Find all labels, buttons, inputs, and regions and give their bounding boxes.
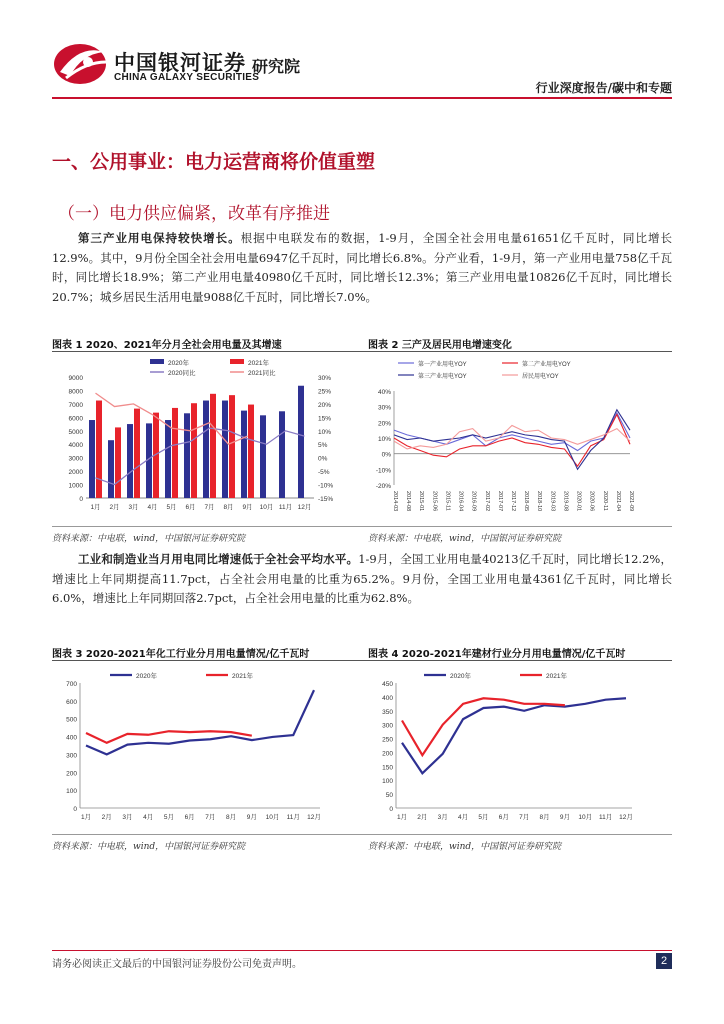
bar-2021 <box>172 408 178 498</box>
figure-4-title: 图表 4 2020-2021年建材行业分月用电量情况/亿千瓦时 <box>368 649 626 660</box>
bar-2020 <box>108 440 114 498</box>
figure-1-source: 资料来源：中电联，wind，中国银河证券研究院 <box>52 534 246 544</box>
x-tick-label: 2月 <box>417 814 428 821</box>
x-tick-label: 7月 <box>205 814 216 821</box>
x-tick-label: 1月 <box>80 814 92 821</box>
x-tick-label: 6月 <box>184 814 195 821</box>
bar-2020 <box>165 420 171 498</box>
x-tick-label: 2018-05 <box>523 491 530 512</box>
bar-2020 <box>184 413 190 498</box>
y-tick-label: 50 <box>385 792 393 800</box>
x-tick-label: 4月 <box>147 504 158 511</box>
legend-swatch <box>150 359 164 364</box>
legend-label: 2020同比 <box>168 370 196 377</box>
bar-2020 <box>127 424 133 498</box>
legend-label: 第三产业用电YOY <box>418 374 467 380</box>
y-right-tick-label: 0% <box>318 455 328 463</box>
y-tick-label: -10% <box>375 467 391 475</box>
bar-2020 <box>89 420 95 498</box>
x-tick-label: 2月 <box>101 814 112 821</box>
x-tick-label: 2020-06 <box>588 491 595 512</box>
y-right-tick-label: -10% <box>318 482 334 490</box>
x-tick-label: 7月 <box>519 814 530 821</box>
x-tick-label: 2017-12 <box>510 491 516 512</box>
y-tick-label: 20% <box>377 420 391 428</box>
x-tick-label: 2016-04 <box>457 491 464 512</box>
paragraph-2-body: 1-9月，全国工业用电量40213亿千瓦时，同比增长12.2%，增速比上年同期提高11.7pct，占全社会用电量的比重为65.2%。9月份，全国工业用电量4361亿千瓦时，同比增长6.0%，增速比上年同期回落2.7pct，占全社会用电量的比重为62.8%。 <box>52 552 673 605</box>
y-left-tick-label: 0 <box>79 496 83 503</box>
y-left-tick-label: 9000 <box>68 375 83 382</box>
y-tick-label: 300 <box>66 752 77 760</box>
y-tick-label: 450 <box>382 681 393 688</box>
x-tick-label: 6月 <box>185 504 196 511</box>
legend-label: 第二产业用电YOY <box>522 362 571 368</box>
y-right-tick-label: 5% <box>318 442 328 450</box>
brand-name-en: CHINA GALAXY SECURITIES <box>114 72 260 83</box>
x-tick-label: 9月 <box>246 814 257 821</box>
x-tick-label: 2014-08 <box>405 491 412 512</box>
x-tick-label: 11月 <box>278 504 293 511</box>
institute-label: 研究院 <box>252 57 301 76</box>
x-tick-label: 11月 <box>286 814 300 821</box>
x-tick-label: 6月 <box>498 814 509 821</box>
header <box>0 0 724 100</box>
x-tick-label: 5月 <box>478 814 489 821</box>
x-tick-label: 2019-03 <box>549 491 556 512</box>
figure-row-2-rule <box>52 660 672 661</box>
legend-label: 2021年 <box>546 673 567 680</box>
x-tick-label: 10月 <box>578 814 593 821</box>
bar-2021 <box>191 403 197 498</box>
figure-row-2-bottom-rule <box>52 834 672 835</box>
legend-label: 2021年 <box>248 360 269 367</box>
bar-2021 <box>210 394 216 498</box>
bar-2021 <box>248 405 254 498</box>
x-tick-label: 3月 <box>437 814 448 821</box>
y-tick-label: 150 <box>382 764 393 772</box>
x-tick-label: 1月 <box>396 814 408 821</box>
y-tick-label: 100 <box>66 788 77 796</box>
series-line <box>394 425 630 449</box>
paragraph-2-lead: 工业和制造业当月用电同比增速低于全社会平均水平。 <box>78 552 359 566</box>
x-tick-label: 12月 <box>297 504 312 511</box>
y-left-tick-label: 4000 <box>68 442 83 450</box>
y-tick-label: 0% <box>381 451 391 459</box>
y-left-tick-label: 7000 <box>68 401 83 409</box>
x-tick-label: 11月 <box>599 814 613 821</box>
bar-2021 <box>96 401 102 498</box>
x-tick-label: 2020-01 <box>575 491 582 512</box>
bar-2020 <box>203 401 209 498</box>
footer-disclaimer: 请务必阅读正文最后的中国银河证券股份公司免责声明。 <box>52 959 302 970</box>
y-left-tick-label: 2000 <box>68 469 83 477</box>
y-right-tick-label: 30% <box>318 375 332 382</box>
x-tick-label: 2015-11 <box>444 491 451 511</box>
y-right-tick-label: -5% <box>318 469 330 477</box>
y-tick-label: -20% <box>375 483 391 490</box>
galaxy-logo-icon <box>52 42 110 86</box>
bar-2020 <box>241 411 247 498</box>
x-tick-label: 2021-09 <box>628 491 634 512</box>
y-tick-label: 400 <box>66 734 77 742</box>
x-tick-label: 2018-10 <box>536 491 543 512</box>
y-right-tick-label: -15% <box>318 496 334 503</box>
x-tick-label: 4月 <box>143 814 154 821</box>
paragraph-1-body: 根据中电联发布的数据，1-9月，全国全社会用电量61651亿千瓦时，同比增长12.9%。其中，9月份全国全社会用电量6947亿千瓦时，同比增长6.8%。分产业看，1-9月，第一产业用电量758亿千瓦时，同比增长18.9%；第二产业用电量40980亿千瓦时，同比增长12.3%；第三产业用电量10826亿千瓦时，同比增长20.7%；城乡居民生活用电量9088亿千瓦时，同比增长7.0%。 <box>52 231 672 304</box>
x-tick-label: 8月 <box>223 504 234 511</box>
y-tick-label: 10% <box>377 436 391 443</box>
figure-3-source: 资料来源：中电联，wind，中国银河证券研究院 <box>52 842 246 852</box>
chart-monthly-consumption <box>52 355 352 520</box>
y-left-tick-label: 3000 <box>68 455 83 463</box>
x-tick-label: 3月 <box>122 814 133 821</box>
x-tick-label: 2015-01 <box>418 491 425 512</box>
header-rule <box>52 97 672 99</box>
figure-3-title: 图表 3 2020-2021年化工行业分月用电量情况/亿千瓦时 <box>52 649 310 660</box>
x-tick-label: 2015-06 <box>431 491 438 512</box>
x-tick-label: 4月 <box>458 814 469 821</box>
legend-swatch <box>230 359 244 364</box>
bar-2021 <box>115 427 121 498</box>
x-tick-label: 2017-07 <box>496 491 503 512</box>
section-title: 一、公用事业：电力运营商将价值重塑 <box>52 151 376 173</box>
series-line <box>394 410 630 470</box>
y-tick-label: 400 <box>382 694 393 702</box>
y-left-tick-label: 1000 <box>68 482 83 490</box>
page-number: 2 <box>656 953 672 969</box>
x-tick-label: 7月 <box>204 504 215 511</box>
legend-label: 2020年 <box>136 673 157 680</box>
x-tick-label: 5月 <box>166 504 177 511</box>
y-right-tick-label: 20% <box>318 401 332 409</box>
paragraph-1-lead: 第三产业用电保持较快增长。 <box>78 231 241 245</box>
bar-2020 <box>279 411 285 498</box>
x-tick-label: 3月 <box>128 504 139 511</box>
x-tick-label: 2月 <box>109 504 120 511</box>
y-tick-label: 500 <box>66 716 77 724</box>
paragraph-1 <box>52 229 672 307</box>
x-tick-label: 2017-02 <box>483 491 490 512</box>
x-tick-label: 10月 <box>265 814 280 821</box>
y-right-tick-label: 25% <box>318 388 332 396</box>
bar-2020 <box>222 401 228 498</box>
figure-row-1-bottom-rule <box>52 526 672 527</box>
legend-label: 2021年 <box>232 673 253 680</box>
section-subtitle: （一）电力供应偏紧，改革有序推进 <box>58 204 330 224</box>
y-left-tick-label: 8000 <box>68 388 83 396</box>
x-tick-label: 5月 <box>163 814 174 821</box>
y-tick-label: 200 <box>382 750 393 758</box>
legend-label: 2021同比 <box>248 370 276 377</box>
figure-4-source: 资料来源：中电联，wind，中国银河证券研究院 <box>368 842 562 852</box>
figure-2-source: 资料来源：中电联，wind，中国银河证券研究院 <box>368 534 562 544</box>
series-line <box>86 690 314 754</box>
x-tick-label: 12月 <box>307 814 321 821</box>
figure-row-1-rule <box>52 351 672 352</box>
x-tick-label: 1月 <box>90 504 101 511</box>
y-tick-label: 200 <box>66 770 77 778</box>
x-tick-label: 2014-03 <box>392 491 398 512</box>
chart-sector-growth <box>368 355 672 520</box>
bar-2020 <box>298 386 304 498</box>
y-tick-label: 100 <box>382 778 393 786</box>
y-tick-label: 250 <box>382 736 393 744</box>
x-tick-label: 2021-04 <box>614 491 621 512</box>
bar-2021 <box>229 395 235 498</box>
figure-2-title: 图表 2 三产及居民用电增速变化 <box>368 340 512 351</box>
legend-label: 2020年 <box>450 673 471 680</box>
report-type: 行业深度报告/碳中和专题 <box>535 81 672 95</box>
y-right-tick-label: 15% <box>318 415 332 423</box>
x-tick-label: 2020-11 <box>601 491 608 511</box>
x-tick-label: 9月 <box>242 504 253 511</box>
x-tick-label: 2016-09 <box>470 491 477 512</box>
chart-building-materials-consumption <box>368 665 672 830</box>
x-tick-label: 8月 <box>226 814 237 821</box>
x-tick-label: 8月 <box>539 814 550 821</box>
paragraph-2 <box>52 550 672 609</box>
footer-rule <box>52 950 672 951</box>
x-tick-label: 10月 <box>259 504 274 511</box>
y-tick-label: 30% <box>377 404 391 412</box>
bar-2021 <box>134 409 140 498</box>
y-left-tick-label: 6000 <box>68 415 83 423</box>
legend-label: 第一产业用电YOY <box>418 362 467 368</box>
y-tick-label: 600 <box>66 698 77 706</box>
y-tick-label: 350 <box>382 708 393 716</box>
legend-label: 2020年 <box>168 360 189 367</box>
figure-1-title: 图表 1 2020、2021年分月全社会用电量及其增速 <box>52 340 282 351</box>
line-2020-yoy <box>96 428 305 484</box>
x-tick-label: 2019-08 <box>562 491 569 512</box>
legend-label: 居民用电YOY <box>522 374 559 380</box>
y-tick-label: 0 <box>389 806 393 813</box>
y-tick-label: 40% <box>377 389 391 396</box>
bar-2020 <box>260 415 266 498</box>
y-left-tick-label: 5000 <box>68 428 83 436</box>
y-tick-label: 0 <box>73 806 77 813</box>
y-tick-label: 700 <box>66 681 77 688</box>
brand-name-cn: 中国银河证券 <box>114 51 246 75</box>
x-tick-label: 12月 <box>619 814 633 821</box>
y-right-tick-label: 10% <box>318 428 332 436</box>
y-tick-label: 300 <box>382 722 393 730</box>
chart-chemical-consumption <box>52 665 352 830</box>
x-tick-label: 9月 <box>559 814 570 821</box>
